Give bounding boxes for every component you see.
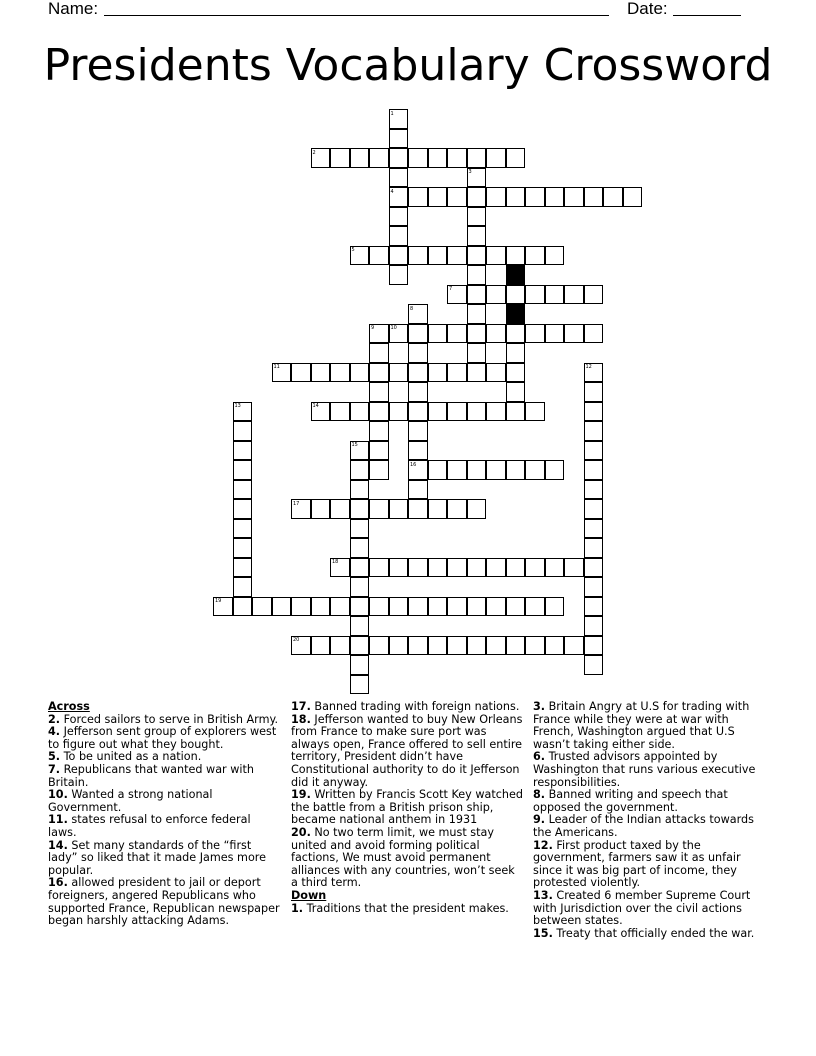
grid-cell[interactable] [233,519,253,539]
grid-cell[interactable] [291,363,311,383]
grid-cell[interactable] [584,616,604,636]
grid-cell[interactable] [584,519,604,539]
grid-cell[interactable] [584,597,604,617]
clue-number-label: 4 [390,188,394,195]
grid-cell[interactable] [389,168,409,188]
clue-across-7 [48,764,280,789]
grid-cell[interactable] [330,499,350,519]
clue-number-label: 3 [468,169,472,175]
clue-number-label: 18 [332,559,339,565]
clue-number-label: 11 [273,364,280,370]
grid-cell[interactable] [447,187,467,207]
clue-text: To be united as a nation. [63,750,202,764]
grid-cell[interactable] [428,363,448,383]
grid-cell[interactable] [389,148,409,168]
grid-cell[interactable] [428,324,448,344]
clues-column-2 [291,701,523,915]
grid-cell[interactable] [545,636,565,656]
clue-number-label: 10 [390,325,397,331]
clue-number: 14. [48,838,68,852]
grid-cell[interactable] [584,324,604,344]
grid-cell[interactable] [369,460,389,480]
grid-cell[interactable] [447,324,467,344]
clue-down-8 [533,789,765,814]
grid-cell[interactable] [350,480,370,500]
grid-cell[interactable] [584,421,604,441]
clue-text: Republicans that wanted war with Britain. [48,762,254,789]
grid-cell[interactable] [369,636,389,656]
clue-text: First product taxed by the government, farmers saw it as unfair since it was big part of income, they protested violently. [533,838,741,890]
grid-cell[interactable] [408,382,428,402]
grid-cell[interactable] [506,343,526,363]
grid-cell[interactable] [486,636,506,656]
clue-number: 18. [291,712,311,726]
clue-number: 19. [291,788,311,802]
clue-number-label: 20 [293,637,300,643]
clue-number: 3. [533,700,546,713]
clue-number: 10. [48,788,68,802]
clue-across-20 [291,827,523,890]
clue-down-15 [533,928,765,941]
grid-cell[interactable] [428,402,448,422]
grid-cell[interactable] [311,597,331,617]
grid-cell[interactable] [311,636,331,656]
grid-cell[interactable] [408,363,428,383]
grid-cell[interactable] [389,499,409,519]
grid-cell[interactable] [408,246,428,266]
grid-cell[interactable] [447,460,467,480]
clue-across-14 [48,840,280,878]
clue-text: No two term limit, we must stay united and avoid forming political factions, We must avoid permanent alliances with any countries, won’t seek a third term. [291,825,515,890]
grid-cell[interactable] [545,558,565,578]
grid-cell[interactable] [389,597,409,617]
grid-cell[interactable] [408,636,428,656]
grid-cell[interactable] [408,597,428,617]
clue-number: 6. [533,750,546,764]
grid-cell[interactable] [584,285,604,305]
grid-cell[interactable] [350,538,370,558]
grid-cell[interactable] [408,421,428,441]
clue-number: 2. [48,712,61,726]
grid-cell[interactable] [584,577,604,597]
clue-text: Written by Francis Scott Key watched the battle from a British prison ship, became national anthem in 1931 [291,788,523,827]
clue-number-label: 12 [585,364,592,370]
grid-cell[interactable] [486,402,506,422]
grid-cell[interactable] [428,636,448,656]
grid-cell[interactable] [447,499,467,519]
grid-cell[interactable] [350,655,370,675]
grid-cell[interactable] [467,187,487,207]
grid-cell[interactable] [330,636,350,656]
clue-text: allowed president to jail or deport foreigners, angered Republicans who supported France, Republican newspaper began harshly attacking Adams. [48,876,280,928]
grid-cell[interactable] [545,597,565,617]
grid-cell[interactable] [428,148,448,168]
clue-across-19 [291,789,523,827]
grid-cell[interactable] [525,597,545,617]
grid-cell[interactable] [467,304,487,324]
grid-cell[interactable] [350,597,370,617]
clue-across-10 [48,789,280,814]
grid-cell[interactable] [506,402,526,422]
grid-cell[interactable] [369,148,389,168]
clue-down-12 [533,840,765,890]
grid-cell[interactable] [369,421,389,441]
grid-cell[interactable] [389,226,409,246]
clue-text: Jefferson sent group of explorers west to figure out what they bought. [48,725,277,751]
clue-across-4 [48,726,280,751]
grid-cell[interactable] [506,363,526,383]
grid-cell[interactable] [369,382,389,402]
grid-cell[interactable] [428,558,448,578]
grid-cell[interactable] [467,597,487,617]
grid-cell[interactable] [408,187,428,207]
grid-cell[interactable] [506,460,526,480]
clue-number: 8. [533,788,546,802]
grid-cell[interactable] [584,382,604,402]
page-title: Presidents Vocabulary Crossword [43,40,773,91]
grid-cell[interactable] [525,324,545,344]
grid-cell[interactable] [369,499,389,519]
grid-cell[interactable] [233,499,253,519]
grid-cell[interactable] [486,324,506,344]
grid-cell[interactable] [486,363,506,383]
grid-cell[interactable] [564,558,584,578]
clue-number-label: 14 [312,403,319,409]
grid-cell[interactable] [525,460,545,480]
clue-number-label: 1 [390,110,394,117]
clue-number: 11. [48,813,68,827]
grid-cell[interactable] [467,285,487,305]
grid-cell[interactable] [486,285,506,305]
grid-cell[interactable] [525,402,545,422]
down-heading: Down [291,888,327,902]
grid-cell[interactable] [467,343,487,363]
grid-cell[interactable] [350,460,370,480]
grid-cell[interactable] [350,675,370,695]
grid-cell[interactable] [408,499,428,519]
clue-number-label: 9 [371,325,375,331]
clue-text: Forced sailors to serve in British Army. [63,712,279,726]
grid-cell[interactable] [564,324,584,344]
clue-number: 13. [533,888,553,902]
grid-cell[interactable] [233,441,253,461]
clue-number-label: 19 [215,598,222,604]
clue-number-label: 17 [293,500,300,507]
grid-cell[interactable] [408,324,428,344]
name-label: Name: [48,0,99,18]
grid-cell[interactable] [350,558,370,578]
grid-cell[interactable] [584,480,604,500]
clue-text: Banned writing and speech that opposed the government. [533,788,728,814]
grid-cell[interactable] [584,187,604,207]
grid-cell[interactable] [408,402,428,422]
grid-cell[interactable] [389,363,409,383]
grid-cell[interactable] [486,597,506,617]
grid-cell[interactable] [486,148,506,168]
grid-cell[interactable] [369,402,389,422]
grid-cell[interactable] [506,382,526,402]
clues-column-3 [533,701,765,940]
grid-cell[interactable] [603,187,623,207]
grid-cell[interactable] [506,246,526,266]
grid-cell[interactable] [389,265,409,285]
grid-cell[interactable] [350,402,370,422]
clue-number: 7. [48,762,61,776]
grid-cell[interactable] [389,558,409,578]
clue-number-label: 7 [449,286,453,292]
grid-cell[interactable] [506,636,526,656]
grid-cell[interactable] [350,519,370,539]
grid-cell[interactable] [389,207,409,227]
grid-cell[interactable] [350,363,370,383]
grid-cell[interactable] [486,460,506,480]
clue-down-9 [533,814,765,839]
grid-cell[interactable] [233,421,253,441]
clue-number-label: 15 [351,442,358,448]
grid-cell[interactable] [389,129,409,149]
clue-number-label: 8 [410,305,414,312]
grid-cell[interactable] [369,363,389,383]
clue-across-16 [48,877,280,927]
grid-cell[interactable] [311,499,331,519]
grid-cell[interactable] [408,558,428,578]
grid-cell[interactable] [369,246,389,266]
grid-cell[interactable] [447,246,467,266]
grid-cell[interactable] [447,558,467,578]
grid-cell[interactable] [447,402,467,422]
grid-cell[interactable] [545,324,565,344]
grid-cell[interactable] [467,226,487,246]
clue-down-3 [533,701,765,751]
clue-down-1 [291,903,523,916]
clue-down-6 [533,751,765,789]
clue-number: 1. [291,901,304,915]
grid-cell[interactable] [467,363,487,383]
grid-cell[interactable] [584,655,604,675]
grid-cell[interactable] [369,343,389,363]
grid-cell[interactable] [330,402,350,422]
grid-cell[interactable] [564,636,584,656]
grid-cell[interactable] [525,285,545,305]
grid-cell[interactable] [584,441,604,461]
grid-cell[interactable] [545,187,565,207]
grid-cell[interactable] [506,148,526,168]
grid-cell[interactable] [584,402,604,422]
grid-cell[interactable] [467,636,487,656]
clue-number: 17. [291,700,311,713]
grid-cell[interactable] [623,187,643,207]
clue-down-13 [533,890,765,928]
clue-text: Treaty that officially ended the war. [556,926,755,940]
grid-cell[interactable] [350,577,370,597]
grid-cell[interactable] [545,285,565,305]
grid-cell[interactable] [545,460,565,480]
grid-cell[interactable] [447,363,467,383]
grid-cell[interactable] [428,187,448,207]
grid-cell[interactable] [233,460,253,480]
grid-cell[interactable] [525,558,545,578]
grid-cell[interactable] [506,558,526,578]
clue-text: Trusted advisors appointed by Washington that runs various executive responsibilities. [533,750,756,789]
clue-number-label: 16 [410,461,417,468]
grid-cell[interactable] [564,285,584,305]
date-label: Date: [627,0,668,18]
grid-cell[interactable] [408,343,428,363]
grid-cell[interactable] [369,558,389,578]
grid-cell[interactable] [428,460,448,480]
clue-across-11 [48,814,280,839]
grid-cell[interactable] [350,636,370,656]
grid-cell[interactable] [506,597,526,617]
grid-cell[interactable] [564,187,584,207]
grid-cell[interactable] [233,538,253,558]
grid-cell[interactable] [350,616,370,636]
grid-cell[interactable] [369,597,389,617]
clue-number-label: 2 [312,149,316,156]
grid-cell[interactable] [408,148,428,168]
grid-cell[interactable] [233,597,253,617]
clue-number: 9. [533,813,546,827]
grid-cell[interactable] [291,597,311,617]
grid-cell[interactable] [408,441,428,461]
grid-cell[interactable] [506,324,526,344]
grid-cell[interactable] [525,246,545,266]
black-cell [506,304,526,324]
grid-cell[interactable] [272,597,292,617]
clue-text: Wanted a strong national Government. [48,788,213,814]
grid-cell[interactable] [389,402,409,422]
grid-cell[interactable] [428,246,448,266]
grid-cell[interactable] [467,460,487,480]
grid-cell[interactable] [233,577,253,597]
grid-cell[interactable] [467,246,487,266]
grid-cell[interactable] [545,246,565,266]
grid-cell[interactable] [467,265,487,285]
clue-text: Britain Angry at U.S for trading with France while they were at war with French, Washington argued that U.S wasn’t taking either side. [533,700,750,751]
grid-cell[interactable] [584,538,604,558]
grid-cell[interactable] [584,460,604,480]
grid-cell[interactable] [467,324,487,344]
clue-number: 16. [48,876,68,890]
grid-cell[interactable] [584,558,604,578]
grid-cell[interactable] [467,207,487,227]
grid-cell[interactable] [447,148,467,168]
clue-across-18 [291,714,523,790]
clues-column-1 [48,701,280,928]
grid-cell[interactable] [369,441,389,461]
clue-number: 12. [533,838,553,852]
grid-cell[interactable] [525,636,545,656]
clue-number: 4. [48,725,61,739]
grid-cell[interactable] [447,597,467,617]
clue-text: Leader of the Indian attacks towards the Americans. [533,813,754,839]
grid-cell[interactable] [350,148,370,168]
clue-text: states refusal to enforce federal laws. [48,813,251,839]
grid-cell[interactable] [467,499,487,519]
clue-number: 5. [48,750,61,764]
across-heading: Across [48,700,90,713]
clue-text: Banned trading with foreign nations. [314,700,520,713]
grid-cell[interactable] [389,246,409,266]
grid-cell[interactable] [252,597,272,617]
clue-text: Traditions that the president makes. [306,901,509,915]
grid-cell[interactable] [584,636,604,656]
grid-cell[interactable] [506,285,526,305]
clue-number-label: 13 [234,403,241,409]
grid-cell[interactable] [428,499,448,519]
grid-cell[interactable] [486,246,506,266]
grid-cell[interactable] [584,499,604,519]
clue-number-label: 5 [351,247,355,253]
grid-cell[interactable] [467,402,487,422]
grid-cell[interactable] [467,558,487,578]
grid-cell[interactable] [330,363,350,383]
clue-text: Jefferson wanted to buy New Orleans from France to make sure port was always open, France offered to sell entire territory, President didn’t have Constitutional authority to do it Jefferson did it anyway. [291,712,523,789]
grid-cell[interactable] [389,636,409,656]
grid-cell[interactable] [330,597,350,617]
grid-cell[interactable] [467,148,487,168]
grid-cell[interactable] [447,636,467,656]
grid-cell[interactable] [311,363,331,383]
grid-cell[interactable] [428,597,448,617]
grid-cell[interactable] [330,148,350,168]
grid-cell[interactable] [233,558,253,578]
clue-number-label: 6 [507,266,511,273]
grid-cell[interactable] [233,480,253,500]
grid-cell[interactable] [486,187,506,207]
clue-text: Created 6 member Supreme Court with Jurisdiction over the civil actions between states. [533,888,751,928]
clue-text: Set many standards of the “first lady” so liked that it made James more popular. [48,838,267,877]
grid-cell[interactable] [506,187,526,207]
grid-cell[interactable] [408,480,428,500]
grid-cell[interactable] [350,499,370,519]
clue-number: 20. [291,825,311,839]
grid-cell[interactable] [486,558,506,578]
grid-cell[interactable] [525,187,545,207]
clue-number: 15. [533,926,553,940]
